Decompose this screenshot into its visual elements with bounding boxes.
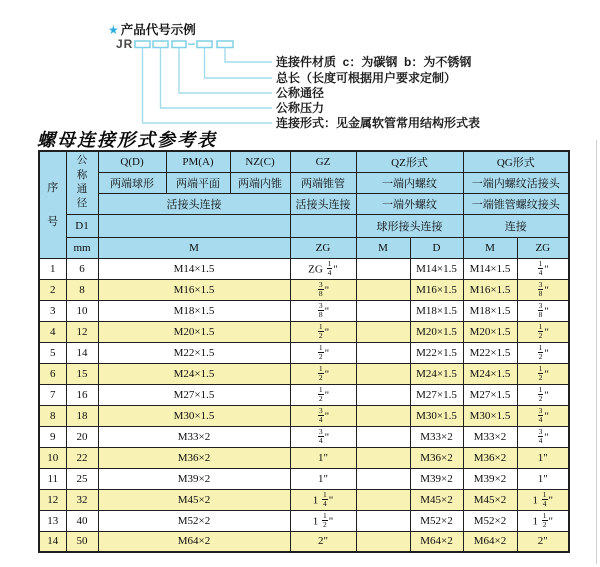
table-title: 螺母连接形式参考表: [37, 130, 217, 150]
cell-gz: 2": [290, 531, 356, 552]
table-row: [39, 300, 569, 321]
cell-qz-d: M27×1.5: [410, 384, 463, 405]
table-row: [39, 489, 569, 510]
cell-qz-m: [356, 489, 410, 510]
cell-m: M64×2: [98, 531, 290, 552]
cell-qg-zg: $\frac{3}{4}$ ": [517, 405, 569, 426]
header-qz-inner: 一端内螺纹: [356, 172, 463, 193]
cell-m: M33×2: [98, 426, 290, 447]
header-sub-gz: 两端锥管: [290, 172, 356, 193]
cell-qg-zg: $\frac{1}{2}$ ": [517, 321, 569, 342]
cell-qg-zg: $\frac{3}{8}$ ": [517, 279, 569, 300]
cell-gz: 1 $\frac{1}{2}$ ": [290, 510, 356, 531]
table-row: [39, 384, 569, 405]
cell-m: M36×2: [98, 447, 290, 468]
header-qz-outer: 一端外螺纹: [356, 193, 463, 214]
cell-qg-zg: $\frac{1}{2}$ ": [517, 363, 569, 384]
header-col-pm: PM(A): [166, 151, 230, 172]
cell-qg-m: M39×2: [463, 468, 517, 489]
cell-seq: 1: [39, 258, 66, 279]
table-row: [39, 426, 569, 447]
cell-qg-zg: $\frac{3}{8}$ ": [517, 300, 569, 321]
table-row: [39, 510, 569, 531]
cell-m: M52×2: [98, 510, 290, 531]
table-row: [39, 258, 569, 279]
cell-qz-d: M45×2: [410, 489, 463, 510]
cell-qg-m: M64×2: [463, 531, 517, 552]
cell-gz: $\frac{1}{2}$ ": [290, 384, 356, 405]
table-row: [39, 531, 569, 552]
cell-m: M39×2: [98, 468, 290, 489]
cell-qg-m: M52×2: [463, 510, 517, 531]
code-label-diameter: 公称通径: [276, 86, 325, 100]
code-label-material: 连接件材质 c：为碳钢 b：为不锈钢: [276, 55, 472, 69]
cell-qz-m: [356, 426, 410, 447]
header-d1: D1: [66, 214, 98, 237]
cell-qg-m: M18×1.5: [463, 300, 517, 321]
header-qg-zg: ZG: [517, 237, 569, 258]
cell-seq: 8: [39, 405, 66, 426]
cell-qg-zg: 2": [517, 531, 569, 552]
cell-gz: $\frac{1}{2}$ ": [290, 363, 356, 384]
cell-seq: 13: [39, 510, 66, 531]
cell-qg-zg: 1": [517, 447, 569, 468]
table-row: [39, 468, 569, 489]
cell-mm: 18: [66, 405, 98, 426]
code-box-3: [172, 41, 186, 48]
star-icon: ★: [108, 23, 119, 37]
code-box-2: [153, 41, 168, 48]
header-sub-nz: 两端内锥: [230, 172, 290, 193]
cell-gz: 1": [290, 447, 356, 468]
cell-gz: 1 $\frac{1}{4}$ ": [290, 489, 356, 510]
cell-m: M20×1.5: [98, 321, 290, 342]
header-blank-m: [98, 214, 290, 237]
cell-qz-d: M22×1.5: [410, 342, 463, 363]
cell-qg-m: M14×1.5: [463, 258, 517, 279]
cell-qg-m: M20×1.5: [463, 321, 517, 342]
cell-mm: 6: [66, 258, 98, 279]
cell-qg-m: M16×1.5: [463, 279, 517, 300]
cell-qg-m: M30×1.5: [463, 405, 517, 426]
table-body: [39, 258, 569, 552]
cell-gz: $\frac{1}{2}$ ": [290, 342, 356, 363]
cell-m: M27×1.5: [98, 384, 290, 405]
cell-mm: 25: [66, 468, 98, 489]
cell-m: M22×1.5: [98, 342, 290, 363]
cell-qz-m: [356, 300, 410, 321]
header-seq: [39, 151, 66, 258]
cell-qz-d: M36×2: [410, 447, 463, 468]
header-nominal-diameter-text: 公称通径: [76, 155, 88, 209]
header-qg-taper: 一端锥管螺纹接头: [463, 193, 569, 214]
cell-gz: $\frac{3}{4}$ ": [290, 405, 356, 426]
header-qz-d: D: [410, 237, 463, 258]
cell-seq: 9: [39, 426, 66, 447]
nut-connection-table: [38, 150, 570, 553]
header-sub-q: 两端球形: [98, 172, 166, 193]
cell-qz-m: [356, 468, 410, 489]
cell-qz-d: M18×1.5: [410, 300, 463, 321]
cell-qz-d: M39×2: [410, 468, 463, 489]
cell-qz-m: [356, 384, 410, 405]
header-qz-m: M: [356, 237, 410, 258]
cell-m: M18×1.5: [98, 300, 290, 321]
header-qg-inner: 一端内螺纹活接头: [463, 172, 569, 193]
cell-mm: 15: [66, 363, 98, 384]
code-box-5: [217, 41, 233, 48]
header-col-q: Q(D): [98, 151, 166, 172]
cell-m: M24×1.5: [98, 363, 290, 384]
cell-qg-zg: 1": [517, 468, 569, 489]
cell-mm: 12: [66, 321, 98, 342]
header-col-gz: GZ: [290, 151, 356, 172]
cell-qz-m: [356, 279, 410, 300]
cell-gz: $\frac{3}{8}$ ": [290, 300, 356, 321]
cell-qz-m: [356, 258, 410, 279]
cell-gz: ZG $\frac{1}{4}$ ": [290, 258, 356, 279]
cell-qz-m: [356, 321, 410, 342]
cell-mm: 10: [66, 300, 98, 321]
code-label-connection: 连接形式：见金属软管常用结构形式表: [276, 116, 481, 130]
cell-qz-d: M33×2: [410, 426, 463, 447]
cell-gz: $\frac{1}{2}$ ": [290, 321, 356, 342]
cell-qg-m: M36×2: [463, 447, 517, 468]
cell-qz-d: M52×2: [410, 510, 463, 531]
cell-qg-zg: $\frac{3}{4}$ ": [517, 426, 569, 447]
cell-qg-zg: $\frac{1}{2}$ ": [517, 384, 569, 405]
cell-qz-m: [356, 363, 410, 384]
cell-qg-zg: $\frac{1}{4}$ ": [517, 258, 569, 279]
connector-line-connection: [143, 48, 273, 124]
header-col-qg: QG形式: [463, 151, 569, 172]
header-col-qz: QZ形式: [356, 151, 463, 172]
cell-qg-m: M24×1.5: [463, 363, 517, 384]
cell-seq: 2: [39, 279, 66, 300]
cell-qz-m: [356, 342, 410, 363]
connector-line-material: [225, 48, 272, 63]
cell-seq: 14: [39, 531, 66, 552]
cell-mm: 32: [66, 489, 98, 510]
cell-seq: 12: [39, 489, 66, 510]
cell-qz-m: [356, 405, 410, 426]
cell-mm: 20: [66, 426, 98, 447]
cell-qz-d: M30×1.5: [410, 405, 463, 426]
code-box-4: [197, 41, 212, 48]
cell-mm: 8: [66, 279, 98, 300]
header-zg-main: ZG: [290, 237, 356, 258]
diagram-title: 产品代号示例: [120, 23, 196, 37]
connector-line-length: [205, 48, 273, 79]
cell-qz-d: M20×1.5: [410, 321, 463, 342]
table-row: [39, 279, 569, 300]
cell-seq: 7: [39, 384, 66, 405]
code-prefix: JR: [116, 37, 134, 51]
cell-qz-m: [356, 447, 410, 468]
header-qg-m: M: [463, 237, 517, 258]
cell-qg-m: M22×1.5: [463, 342, 517, 363]
header-union-connection: 活接头连接: [98, 193, 290, 214]
code-label-length: 总长（长度可根据用户要求定制）: [276, 71, 457, 85]
cell-qg-zg: 1 $\frac{1}{2}$ ": [517, 510, 569, 531]
cell-m: M16×1.5: [98, 279, 290, 300]
cell-mm: 22: [66, 447, 98, 468]
header-gz-union: 活接头连接: [290, 193, 356, 214]
table-row: [39, 447, 569, 468]
table-row: [39, 342, 569, 363]
cell-gz: $\frac{3}{4}$ ": [290, 426, 356, 447]
cell-seq: 4: [39, 321, 66, 342]
cell-qz-d: M24×1.5: [410, 363, 463, 384]
cell-qg-zg: $\frac{1}{2}$ ": [517, 342, 569, 363]
cell-seq: 5: [39, 342, 66, 363]
code-label-pressure: 公称压力: [276, 101, 325, 115]
header-qg-conn: 连接: [463, 214, 569, 237]
diagram-heading: [108, 20, 196, 38]
cell-seq: 6: [39, 363, 66, 384]
table-row: [39, 321, 569, 342]
header-mm: mm: [66, 237, 98, 258]
cell-qz-d: M16×1.5: [410, 279, 463, 300]
header-seq-text: 序号: [47, 181, 59, 228]
table-row: [39, 363, 569, 384]
cell-qg-m: M27×1.5: [463, 384, 517, 405]
page-edge-line: [596, 140, 597, 564]
cell-mm: 14: [66, 342, 98, 363]
cell-qz-m: [356, 510, 410, 531]
cell-qz-m: [356, 531, 410, 552]
header-m-main: M: [98, 237, 290, 258]
cell-seq: 10: [39, 447, 66, 468]
header-qz-ball: 球形接头连接: [356, 214, 463, 237]
cell-seq: 11: [39, 468, 66, 489]
cell-m: M30×1.5: [98, 405, 290, 426]
cell-qg-m: M33×2: [463, 426, 517, 447]
header-blank-gz: [290, 214, 356, 237]
header-sub-pm: 两端平面: [166, 172, 230, 193]
header-col-nz: NZ(C): [230, 151, 290, 172]
cell-qg-zg: 1 $\frac{1}{4}$ ": [517, 489, 569, 510]
cell-qz-d: M64×2: [410, 531, 463, 552]
cell-mm: 50: [66, 531, 98, 552]
cell-gz: $\frac{3}{8}$ ": [290, 279, 356, 300]
cell-qg-m: M45×2: [463, 489, 517, 510]
code-box-1: [135, 41, 150, 48]
cell-m: M45×2: [98, 489, 290, 510]
cell-qz-d: M14×1.5: [410, 258, 463, 279]
table-row: [39, 405, 569, 426]
cell-mm: 16: [66, 384, 98, 405]
cell-gz: 1": [290, 468, 356, 489]
cell-mm: 40: [66, 510, 98, 531]
header-nominal-diameter: [66, 151, 98, 214]
cell-seq: 3: [39, 300, 66, 321]
cell-m: M14×1.5: [98, 258, 290, 279]
